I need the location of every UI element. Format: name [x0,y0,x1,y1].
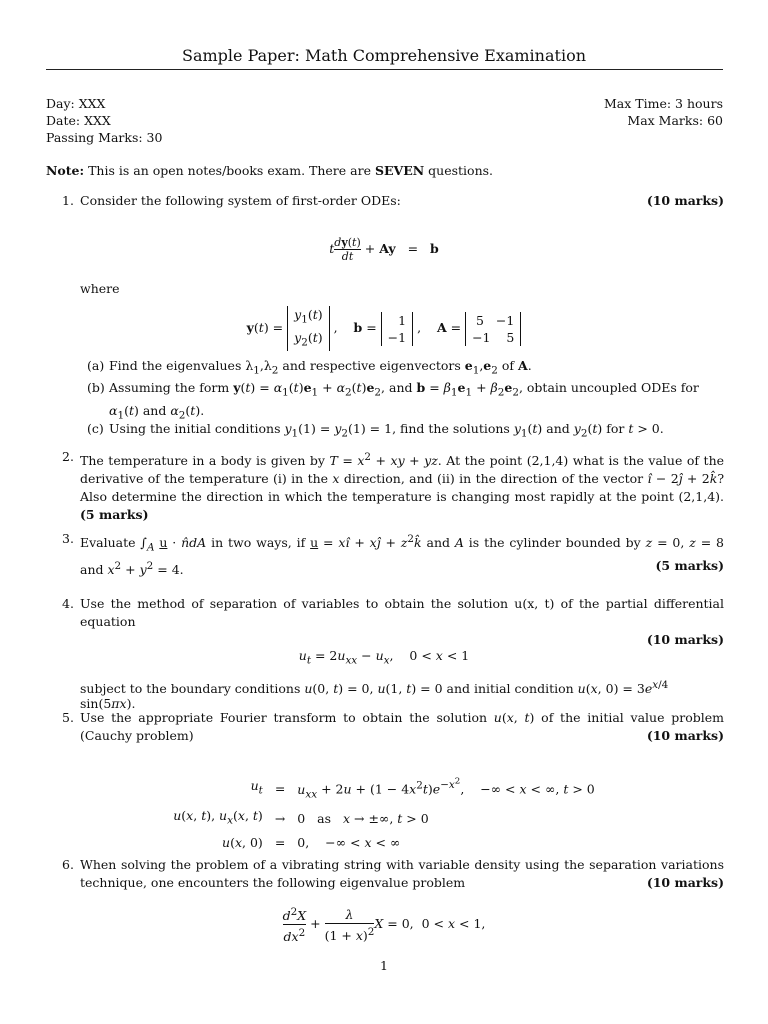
note-text-b: questions. [428,163,494,178]
eigenvalue-equation: $\frac{d^2X}{dx^2}$ + $\frac{\lambda}{(1 + x)^2}$ X = 0, 0 < x < 1, [282,906,486,945]
question-text: When solving the problem of a vibrating string with variable density using the separation variations technique, one encounters the following eigenvalue problem [80,857,724,890]
note-text-a: This is an open notes/books exam. There are [88,163,371,178]
pde-equation: $u_t = 2u_{xx} - u_x$, 0 < x < 1 [298,648,470,667]
date-line: Date: XXX [46,113,111,128]
exam-meta-right [604,95,723,129]
page-title: Sample Paper: Math Comprehensive Examination [181,46,586,65]
where-label: where [80,281,120,296]
note-label: Note: [46,163,85,178]
q1-part-a: (a) Find the eigenvalues $\lambda_1,\lambda_2$ and respective eigenvectors $e_1,e_2$ of A. [87,358,532,377]
cauchy-system: $u_t$ = $u_{xx} + 2u + (1 - 4x^2t)e^{-x^2}$, −∞ < x < ∞, t > 0 u(x, t), $u_x(x$, t) → 0 as x → ±∞, t > 0 u(x, 0) = 0, −∞ < x < ∞ [173,777,595,850]
question-1 [62,192,724,210]
question-number: 5. [62,710,74,725]
question-2: 2. The temperature in a body is given by $T = x^2$ + xy + yz. At the point (2,1,4) what is the value of the derivative of the temperature (i) in the x direction, and (ii) in the direction of the vector î − 2ĵ + 2k̂? Also determine the direction in which the temperature is changing most rapidly at the point (2,1,4). (5 marks) [62,449,725,523]
question-number: 2. [62,449,74,464]
question-3: 3. Evaluate $\int_A$ u · n̂dA in two ways, if u = xî + xĵ + $z^2k̂$ and A is the cylinder bounded by z = 0, z = 8 and $x^2 + y^2 = 4$. (5 marks) [62,531,724,577]
matrix-definitions: $y(t) = y_1(t)$ $y_2(t)$ , b = 1 −1 , A = 5 −1 −1 5 [0,306,768,351]
exam-note [46,163,493,178]
question-text: Consider the following system of first-order ODEs: [80,193,401,208]
ode-equation: t $\frac{dy(t)}{dt}$ + Ay = b [329,236,439,263]
question-marks: (5 marks) [80,507,149,523]
passing-marks-line: Passing Marks: 30 [46,130,163,145]
question-number: 3. [62,531,74,546]
question-number: 1. [62,193,74,208]
exam-meta-left [46,95,162,146]
question-marks: (10 marks) [646,875,724,890]
day-line: Day: XXX [46,96,106,111]
question-number: 6. [62,857,74,872]
question-number: 4. [62,596,74,611]
question-marks: (10 marks) [646,193,724,208]
question-5: 5. Use the appropriate Fourier transform to obtain the solution u(x, t) of the initial value problem (Cauchy problem) (10 marks) [62,710,724,743]
question-4 [62,595,724,649]
max-time-line: Max Time: 3 hours [604,96,723,111]
question-text: Use the method of separation of variables to obtain the solution u(x, t) of the partial differential equation [80,596,724,629]
title-rule [46,69,723,70]
question-marks: (10 marks) [646,728,724,743]
note-count: SEVEN [374,163,425,178]
q1-part-c: (c) Using the initial conditions $y_1(1) = y_2(1) = 1$, find the solutions $y_1(t)$ and $y_2(t)$ for t > 0. [87,421,664,440]
question-6 [62,856,724,892]
page-number: 1 [380,958,388,973]
q1-part-b: (b) Assuming the form $y(t) = \alpha_1(t)e_1 + \alpha_2(t)e_2$, and $b = \beta_1e_1 + \beta_2e_2$, obtain uncoupled ODEs for $\alpha_1(t)$ and $\alpha_2(t)$. [87,380,699,421]
question-marks: (10 marks) [646,632,724,647]
max-marks-line: Max Marks: 60 [627,113,723,128]
q4-conditions: subject to the boundary conditions u(0, t) = 0, u(1, t) = 0 and initial condition u(x, $0) = 3e^{x/4}$ sin(5πx). [80,679,669,712]
question-marks: (5 marks) [655,557,724,573]
